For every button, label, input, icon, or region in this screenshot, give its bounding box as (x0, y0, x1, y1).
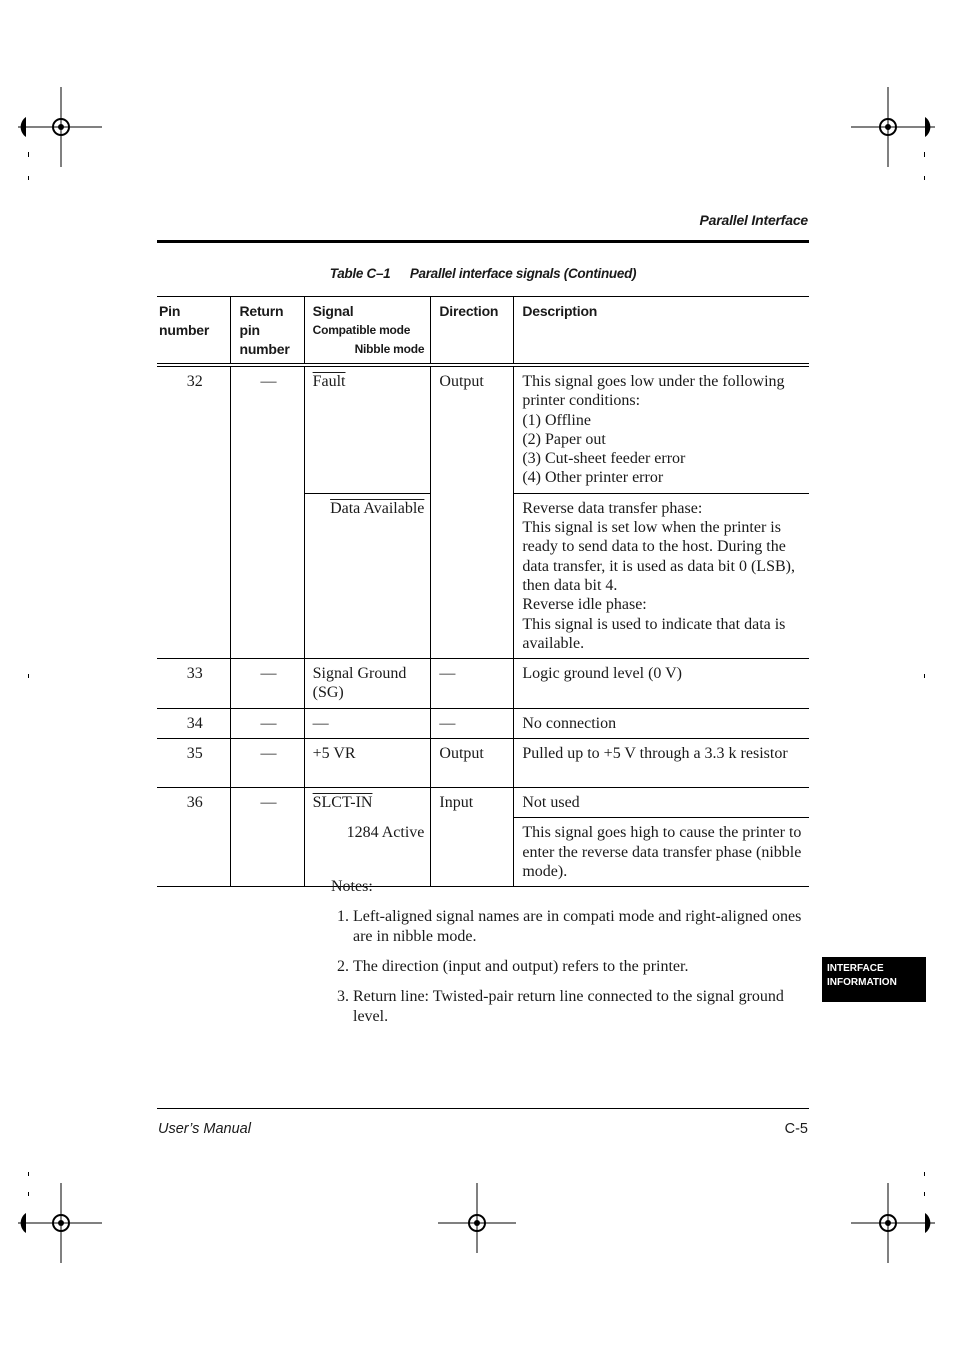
direction-cell: Output (431, 739, 514, 788)
header-signal (304, 297, 431, 366)
notes-section (331, 877, 809, 1037)
signal-name: Fault (312, 373, 346, 390)
description-line: (3) Cut-sheet feeder error (522, 450, 686, 468)
description-cell (514, 365, 809, 493)
table-header-row (157, 297, 809, 366)
header-signal-label: Signal (312, 303, 354, 319)
direction-cell: Input (431, 788, 514, 887)
notes-list (331, 907, 809, 1027)
signal-cell: Signal Ground (SG) (304, 659, 431, 709)
header-signal-nibble: Nibble mode (354, 342, 425, 356)
registration-mark-bottom-center (432, 1178, 522, 1268)
crop-tick (28, 674, 29, 678)
crop-tick (924, 674, 925, 678)
registration-mark-top-right (845, 82, 935, 172)
footer-page-number: C-5 (784, 1121, 808, 1137)
footer-rule (157, 1108, 809, 1109)
header-description-label: Description (522, 303, 598, 319)
crop-tick (28, 176, 29, 180)
header-direction-label: Direction (439, 303, 499, 319)
description-line: (2) Paper out (522, 430, 606, 448)
crop-tick (28, 1192, 29, 1196)
signal-name: SLCT-IN (312, 794, 373, 812)
header-rule (157, 240, 809, 243)
footer-manual-title: User’s Manual (158, 1121, 251, 1137)
description-line: Reverse data transfer phase: (522, 499, 703, 517)
note-item: 1. Left-aligned signal names are in compati mode and right-aligned ones are in nibble mode. (353, 907, 809, 947)
signal-cell: — (304, 708, 431, 738)
header-return-label: Return pin number (239, 303, 290, 357)
note-item: 3. Return line: Twisted-pair return line connected to the signal ground level. (353, 987, 809, 1027)
description-line: Reverse idle phase: (522, 596, 647, 614)
header-pin-label: Pin number (159, 303, 210, 338)
return-cell: — (231, 365, 304, 659)
description-line: (4) Other printer error (522, 469, 664, 487)
signal-cell (304, 788, 431, 818)
description-line: This signal is used to indicate that data is available. (522, 615, 786, 652)
pin-cell: 35 (186, 745, 203, 763)
header-pin-number (157, 297, 231, 366)
signals-table (157, 296, 809, 887)
return-cell: — (231, 708, 304, 738)
signal-cell: +5 VR (304, 739, 431, 788)
registration-mark-bottom-right (845, 1178, 935, 1268)
return-cell: — (231, 788, 304, 887)
table-row (157, 365, 809, 493)
crop-tick (924, 1192, 925, 1196)
section-thumb-tab-line: INFORMATION (827, 977, 897, 988)
description-cell (514, 493, 809, 658)
crop-tick (924, 152, 925, 157)
header-signal-compatible: Compatible mode (312, 323, 411, 337)
signal-cell (304, 365, 431, 493)
section-thumb-tab (822, 957, 926, 1002)
crop-tick (924, 1172, 925, 1176)
return-cell: — (231, 659, 304, 709)
section-thumb-tab-line: INTERFACE (827, 963, 884, 974)
table-row (157, 708, 809, 738)
pin-cell: 36 (157, 788, 231, 887)
pin-cell: 34 (186, 714, 203, 732)
direction-cell: — (431, 659, 514, 709)
crop-tick (28, 152, 29, 157)
header-return-pin-number (231, 297, 304, 366)
header-description (514, 297, 809, 366)
table-caption-title: Parallel interface signals (Continued) (409, 266, 637, 281)
description-cell: Logic ground level (0 V) (514, 659, 809, 709)
pin-cell: 32 (186, 373, 203, 390)
description-line: This signal goes low under the following printer conditions: (522, 373, 785, 410)
notes-title: Notes: (331, 878, 373, 895)
registration-mark-top-left (18, 82, 108, 172)
table-row (157, 659, 809, 709)
return-cell: — (231, 739, 304, 788)
table-row (157, 739, 809, 788)
registration-mark-bottom-left (18, 1178, 108, 1268)
crop-tick (924, 176, 925, 180)
direction-cell: Output (431, 365, 514, 659)
crop-tick (28, 1172, 29, 1176)
description-cell: This signal goes high to cause the printer to enter the reverse data transfer phase (nibble mode). (514, 818, 809, 887)
pin-cell: 33 (186, 665, 203, 683)
table-caption-number: Table C–1 (329, 266, 391, 281)
signal-name: Data Available (330, 499, 425, 517)
description-cell: Not used (514, 788, 809, 818)
description-line: This signal is set low when the printer is ready to send data to the host. During the data transfer, it is used as data bit 0 (LSB), then data bit 4. (522, 519, 795, 594)
direction-cell: — (431, 708, 514, 738)
signal-cell-nibble (304, 493, 431, 658)
running-header-title: Parallel Interface (699, 212, 808, 228)
description-cell: Pulled up to +5 V through a 3.3 k resistor (514, 739, 809, 788)
table-caption (157, 266, 809, 281)
note-item: 2. The direction (input and output) refers to the printer. (353, 957, 809, 977)
signal-cell-nibble: 1284 Active (304, 818, 431, 887)
header-direction (431, 297, 514, 366)
table-row (157, 788, 809, 818)
description-line: (1) Offline (522, 411, 591, 429)
description-cell: No connection (514, 708, 809, 738)
